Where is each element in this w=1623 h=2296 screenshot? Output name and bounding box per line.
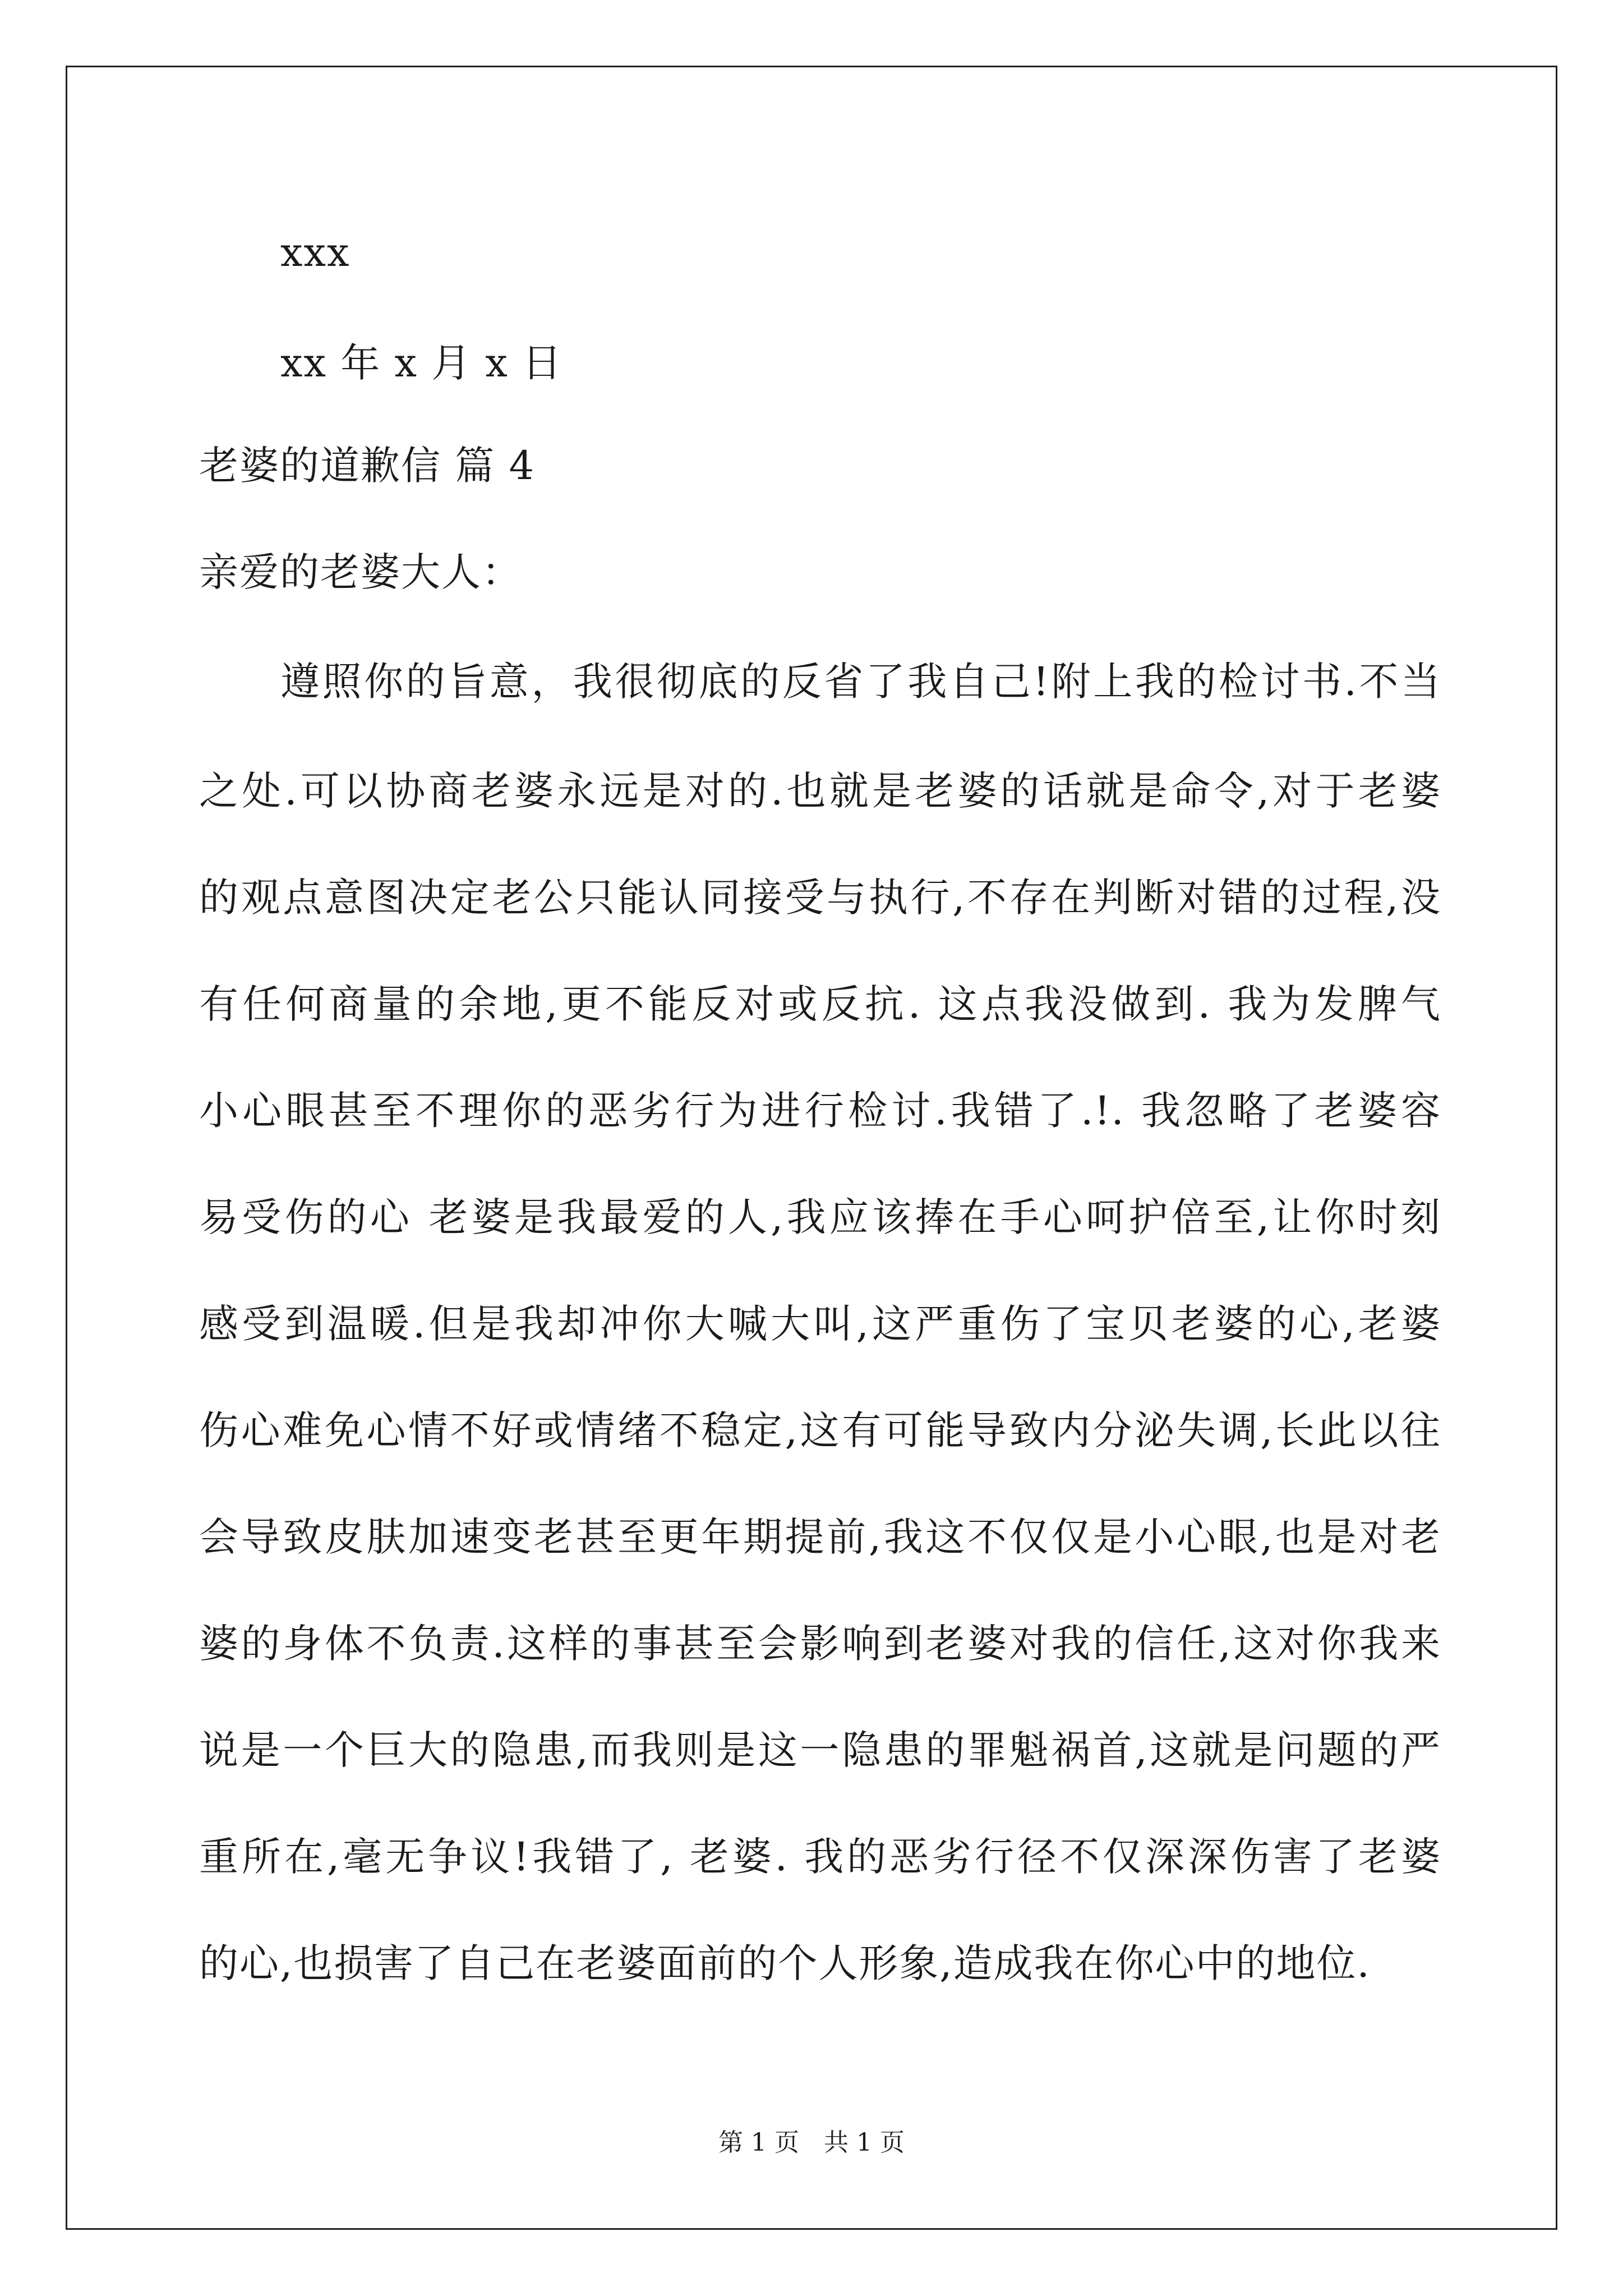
body-line: 说是一个巨大的隐患,而我则是这一隐患的罪魁祸首,这就是问题的严 <box>199 1727 1441 1773</box>
body-line: 感受到温暖.但是我却冲你大喊大叫,这严重伤了宝贝老婆的心,老婆 <box>199 1301 1441 1347</box>
body-line: 易受伤的心 老婆是我最爱的人,我应该捧在手心呵护倍至,让你时刻 <box>199 1194 1441 1240</box>
page-number-footer: 第 1 页 共 1 页 <box>718 2128 905 2157</box>
body-line: 小心眼甚至不理你的恶劣行为进行检讨.我错了.!. 我忽略了老婆容 <box>199 1088 1441 1134</box>
section-heading: 老婆的道歉信 篇 4 <box>199 443 536 489</box>
salutation: 亲爱的老婆大人： <box>199 549 522 595</box>
body-line: 会导致皮肤加速变老甚至更年期提前,我这不仅仅是小心眼,也是对老 <box>199 1514 1441 1560</box>
signature-name: xxx <box>280 229 351 275</box>
body-line: 伤心难免心情不好或情绪不稳定,这有可能导致内分泌失调,长此以往 <box>199 1407 1441 1453</box>
body-line: 有任何商量的余地,更不能反对或反抗. 这点我没做到. 我为发脾气 <box>199 981 1441 1027</box>
body-line: 的观点意图决定老公只能认同接受与执行,不存在判断对错的过程,没 <box>199 875 1441 921</box>
body-line: 遵照你的旨意，我很彻底的反省了我自己!附上我的检讨书.不当 <box>280 659 1441 705</box>
body-line: 重所在,毫无争议!我错了, 老婆. 我的恶劣行径不仅深深伤害了老婆 <box>199 1834 1441 1880</box>
body-line: 的心,也损害了自己在老婆面前的个人形象,造成我在你心中的地位. <box>199 1940 1371 1986</box>
page-border <box>66 66 1557 2230</box>
body-line: 婆的身体不负责.这样的事甚至会影响到老婆对我的信任,这对你我来 <box>199 1621 1441 1667</box>
body-line: 之处.可以协商老婆永远是对的.也就是老婆的话就是命令,对于老婆 <box>199 768 1441 814</box>
letter-date: xx 年 x 月 x 日 <box>280 340 563 386</box>
